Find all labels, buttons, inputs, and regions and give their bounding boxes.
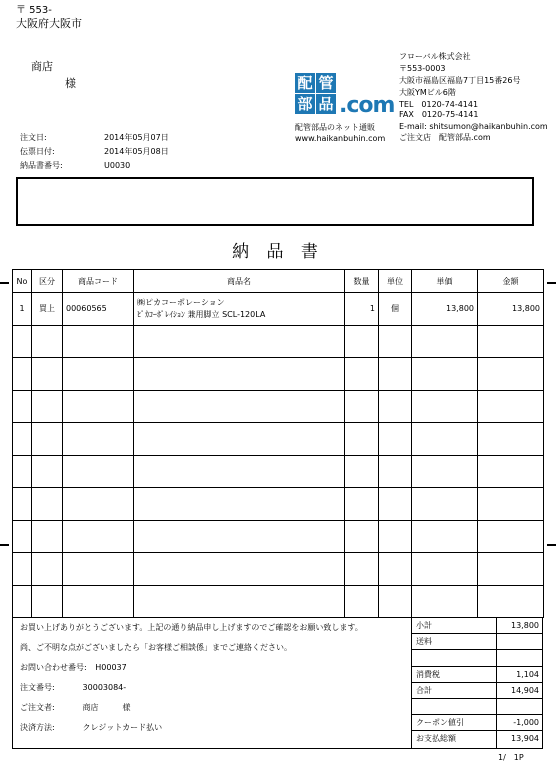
table-row-empty <box>13 585 544 618</box>
table-cell-empty <box>32 520 63 553</box>
table-cell-empty <box>13 455 32 488</box>
thanks-message: お買い上げありがとうございます。上記の通り納品申し上げますのでご確認をお願い致します。 <box>20 623 363 632</box>
footer-messages <box>20 623 410 743</box>
table-cell-empty <box>379 520 412 553</box>
table-cell-empty <box>63 553 134 586</box>
table-cell-empty <box>13 325 32 358</box>
recipient-company: 商店 <box>31 60 53 73</box>
cell-qty: 1 <box>345 293 379 326</box>
table-cell-empty <box>379 325 412 358</box>
header-unit: 単位 <box>379 270 412 293</box>
table-cell-empty <box>478 520 544 553</box>
sender-tel: TEL 0120-74-4141 <box>399 100 479 109</box>
cell-name-line2: ﾋﾟｶｺｰﾎﾟﾚｲｼｮﾝ 兼用脚立 SCL-120LA <box>137 309 266 319</box>
memo-box <box>16 177 534 226</box>
table-cell-empty <box>134 423 345 456</box>
table-cell-empty <box>134 553 345 586</box>
cell-name <box>134 293 345 326</box>
table-row-empty <box>13 325 544 358</box>
table-cell-empty <box>32 488 63 521</box>
table-cell-empty <box>134 358 345 391</box>
table-cell-empty <box>134 390 345 423</box>
table-cell-empty <box>379 423 412 456</box>
company-logo <box>295 73 395 119</box>
table-cell-empty <box>134 325 345 358</box>
registration-mark <box>547 544 556 546</box>
table-cell-empty <box>345 390 379 423</box>
table-cell-empty <box>13 390 32 423</box>
document-title: 納 品 書 <box>232 242 324 262</box>
delivery-no: U0030 <box>104 161 131 170</box>
table-cell-empty <box>32 585 63 618</box>
table-cell-empty <box>478 325 544 358</box>
summary-label: お支払総額 <box>416 734 456 744</box>
summary-value: 13,904 <box>511 734 539 744</box>
delivery-no-label: 納品書番号: <box>20 161 63 170</box>
summary-row <box>412 731 543 747</box>
customer-name: 商店 様 <box>82 703 131 712</box>
header-no: No <box>13 270 32 293</box>
table-cell-empty <box>345 585 379 618</box>
payment-method: クレジットカード払い <box>82 723 163 732</box>
sender-shop: ご注文店 配管部品.com <box>399 133 491 142</box>
table-cell-empty <box>13 553 32 586</box>
table-cell-empty <box>32 325 63 358</box>
summary-value: -1,000 <box>513 718 539 728</box>
table-cell-empty <box>379 553 412 586</box>
summary-row <box>412 667 543 683</box>
table-cell-empty <box>63 585 134 618</box>
table-cell-empty <box>32 358 63 391</box>
table-cell-empty <box>63 488 134 521</box>
table-cell-empty <box>13 520 32 553</box>
table-cell-empty <box>13 488 32 521</box>
summary-table <box>411 618 543 748</box>
summary-row <box>412 618 543 634</box>
logo-tile: 管 <box>316 73 336 93</box>
table-cell-empty <box>478 553 544 586</box>
table-cell-empty <box>345 325 379 358</box>
header-price: 単価 <box>412 270 478 293</box>
table-cell-empty <box>32 390 63 423</box>
table-cell-empty <box>412 455 478 488</box>
table-cell-empty <box>345 455 379 488</box>
cell-no: 1 <box>13 293 32 326</box>
cell-amount: 13,800 <box>478 293 544 326</box>
table-row-empty <box>13 423 544 456</box>
table-cell-empty <box>478 585 544 618</box>
slip-date-label: 伝票日付: <box>20 147 55 156</box>
inquiry-no: H00037 <box>95 663 127 672</box>
order-no-label: 注文番号: <box>20 683 55 692</box>
registration-mark <box>0 282 9 284</box>
table-cell-empty <box>412 585 478 618</box>
table-cell-empty <box>379 390 412 423</box>
table-cell-empty <box>63 455 134 488</box>
summary-row <box>412 715 543 731</box>
table-cell-empty <box>412 423 478 456</box>
sender-email[interactable]: E-mail: shitsumon@haikanbuhin.com <box>399 122 548 131</box>
customer-label: ご注文者: <box>20 703 55 712</box>
table-row-empty <box>13 455 544 488</box>
table-cell-empty <box>345 553 379 586</box>
table-cell-empty <box>478 423 544 456</box>
header-amount: 金額 <box>478 270 544 293</box>
table-cell-empty <box>478 390 544 423</box>
table-cell-empty <box>134 488 345 521</box>
table-header-row <box>13 270 544 293</box>
table-cell-empty <box>63 390 134 423</box>
table-row-empty <box>13 358 544 391</box>
table-cell-empty <box>345 488 379 521</box>
table-cell-empty <box>134 520 345 553</box>
table-cell-empty <box>134 585 345 618</box>
order-date-label: 注文日: <box>20 133 47 142</box>
table-cell-empty <box>345 520 379 553</box>
table-cell-empty <box>478 455 544 488</box>
table-cell-empty <box>379 455 412 488</box>
recipient-address: 大阪府大阪市 <box>16 17 82 30</box>
table-cell-empty <box>379 488 412 521</box>
logo-tile: 配 <box>295 73 315 93</box>
table-row-empty <box>13 488 544 521</box>
table-cell-empty <box>412 488 478 521</box>
order-no: 30003084- <box>82 683 127 692</box>
table-cell-empty <box>13 585 32 618</box>
table-cell-empty <box>412 553 478 586</box>
contact-message: 尚、ご不明な点がございましたら「お客様ご相談係」までご連絡ください。 <box>20 643 292 652</box>
table-cell-empty <box>412 520 478 553</box>
table-cell-empty <box>345 423 379 456</box>
cell-price: 13,800 <box>412 293 478 326</box>
order-date: 2014年05月07日 <box>104 133 169 142</box>
summary-label: 送料 <box>416 637 432 647</box>
inquiry-row <box>20 663 410 683</box>
table-cell-empty <box>63 520 134 553</box>
summary-label: 合計 <box>416 685 432 695</box>
header-kind: 区分 <box>32 270 63 293</box>
summary-value: 1,104 <box>516 669 539 679</box>
payment-label: 決済方法: <box>20 723 55 732</box>
summary-value: 14,904 <box>511 685 539 695</box>
header-name: 商品名 <box>134 270 345 293</box>
table-cell-empty <box>13 423 32 456</box>
slip-date: 2014年05月08日 <box>104 147 169 156</box>
logo-com: .com <box>339 93 395 118</box>
table-cell-empty <box>32 455 63 488</box>
registration-mark <box>547 282 556 284</box>
payment-row <box>20 723 410 743</box>
sender-postal: 〒553-0003 <box>399 64 446 73</box>
table-cell-empty <box>63 423 134 456</box>
logo-url[interactable]: www.haikanbuhin.com <box>295 134 386 143</box>
table-row-empty <box>13 520 544 553</box>
table-cell-empty <box>412 325 478 358</box>
summary-row <box>412 699 543 715</box>
cell-name-line1: ㈱ピカコーポレーション <box>137 297 225 307</box>
cell-unit: 個 <box>379 293 412 326</box>
header-code: 商品コード <box>63 270 134 293</box>
table-cell-empty <box>379 358 412 391</box>
sender-address2: 大阪YMビル6階 <box>399 88 456 97</box>
summary-value: 13,800 <box>511 621 539 630</box>
table-cell-empty <box>412 390 478 423</box>
sender-company: フローバル株式会社 <box>399 52 471 61</box>
registration-mark <box>0 544 9 546</box>
summary-row <box>412 634 543 650</box>
customer-row <box>20 703 410 723</box>
summary-label: クーポン値引 <box>416 718 464 728</box>
logo-tile: 品 <box>316 94 336 114</box>
table-row-empty <box>13 390 544 423</box>
summary-label: 小計 <box>416 621 432 630</box>
table-cell-empty <box>478 488 544 521</box>
cell-code: 00060565 <box>63 293 134 326</box>
recipient-honorific: 様 <box>65 77 76 90</box>
table-cell-empty <box>345 358 379 391</box>
page-number: 1/ 1P <box>498 753 524 762</box>
table-cell-empty <box>379 585 412 618</box>
summary-label: 消費税 <box>416 669 440 679</box>
summary-row <box>412 683 543 699</box>
sender-address1: 大阪市福島区福島7丁目15番26号 <box>399 76 521 85</box>
cell-kind: 買上 <box>32 293 63 326</box>
order-no-row <box>20 683 410 703</box>
table-cell-empty <box>478 358 544 391</box>
recipient-postal: 〒 553- <box>16 5 52 16</box>
table-cell-empty <box>13 358 32 391</box>
footer-box <box>12 617 543 749</box>
summary-row <box>412 650 543 666</box>
logo-tagline: 配管部品のネット通販 <box>295 123 375 132</box>
header-qty: 数量 <box>345 270 379 293</box>
inquiry-label: お問い合わせ番号: <box>20 663 87 672</box>
logo-tile: 部 <box>295 94 315 114</box>
table-cell-empty <box>32 423 63 456</box>
sender-fax: FAX 0120-75-4141 <box>399 110 479 119</box>
table-cell-empty <box>63 325 134 358</box>
table-cell-empty <box>32 553 63 586</box>
table-row-empty <box>13 553 544 586</box>
table-row <box>13 293 544 326</box>
table-cell-empty <box>412 358 478 391</box>
table-cell-empty <box>63 358 134 391</box>
items-table <box>12 269 544 618</box>
table-cell-empty <box>134 455 345 488</box>
